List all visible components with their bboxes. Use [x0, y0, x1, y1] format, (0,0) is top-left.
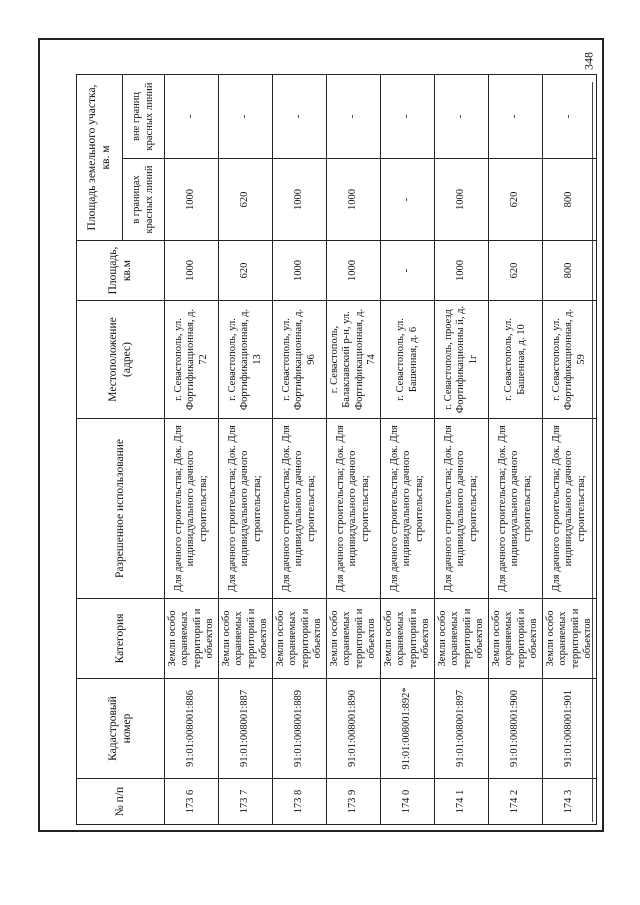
cell-usage: Для дачного строительства; Док. Для индивидуального дачного строительства;	[435, 419, 489, 599]
table-row	[165, 75, 219, 825]
cell-inside: 800	[543, 159, 597, 241]
header-outside-red-lines: вне границ красных линий	[123, 75, 165, 159]
table-row	[435, 75, 489, 825]
cell-num: 174 2	[489, 779, 543, 825]
cell-category: Земли особо охраняемых территорий и объектов	[219, 599, 273, 679]
cell-outside: -	[165, 75, 219, 159]
cell-num: 173 8	[273, 779, 327, 825]
cell-location: г. Севастополь, ул. Башенная, д. 10	[489, 301, 543, 419]
cell-inside: 1000	[165, 159, 219, 241]
cell-outside: -	[543, 75, 597, 159]
cell-num: 174 0	[381, 779, 435, 825]
cell-area: 1000	[327, 241, 381, 301]
cell-location: г. Севастополь, ул. Фортификационная, д. 59	[543, 301, 597, 419]
cell-inside: 1000	[435, 159, 489, 241]
cell-inside: 1000	[273, 159, 327, 241]
cell-outside: -	[435, 75, 489, 159]
table-row	[543, 75, 597, 825]
cell-inside: 620	[219, 159, 273, 241]
cell-cadastral: 91:01:008001:892*	[381, 679, 435, 779]
cell-outside: -	[219, 75, 273, 159]
cell-cadastral: 91:01:008001:886	[165, 679, 219, 779]
cell-num: 173 9	[327, 779, 381, 825]
cell-outside: -	[489, 75, 543, 159]
cell-category: Земли особо охраняемых территорий и объектов	[381, 599, 435, 679]
cell-cadastral: 91:01:008001:887	[219, 679, 273, 779]
header-cadastral: Кадастровый номер	[77, 679, 165, 779]
cell-usage: Для дачного строительства; Док. Для индивидуального дачного строительства;	[327, 419, 381, 599]
header-land-area: Площадь земельного участка, кв. м	[77, 75, 123, 241]
cell-cadastral: 91:01:008001:897	[435, 679, 489, 779]
cell-category: Земли особо охраняемых территорий и объектов	[489, 599, 543, 679]
cell-usage: Для дачного строительства; Док. Для индивидуального дачного строительства;	[219, 419, 273, 599]
cell-location: г. Севастополь, ул. Фортификационная, д. 96	[273, 301, 327, 419]
header-location: Местоположение (адрес)	[77, 301, 165, 419]
cell-cadastral: 91:01:008001:900	[489, 679, 543, 779]
cell-usage: Для дачного строительства; Док. Для индивидуального дачного строительства;	[381, 419, 435, 599]
cell-num: 173 6	[165, 779, 219, 825]
rotated-table-container	[76, 75, 593, 825]
cell-inside: 1000	[327, 159, 381, 241]
table-row	[489, 75, 543, 825]
cell-num: 173 7	[219, 779, 273, 825]
cell-cadastral: 91:01:008001:889	[273, 679, 327, 779]
cell-outside: -	[327, 75, 381, 159]
cell-area: 620	[489, 241, 543, 301]
table-row	[381, 75, 435, 825]
cell-usage: Для дачного строительства; Док. Для индивидуального дачного строительства;	[165, 419, 219, 599]
header-category: Категория	[77, 599, 165, 679]
page-number: 348	[581, 52, 596, 70]
cell-num: 174 1	[435, 779, 489, 825]
cell-category: Земли особо охраняемых территорий и объектов	[327, 599, 381, 679]
cell-category: Земли особо охраняемых территорий и объектов	[273, 599, 327, 679]
header-num: № п/п	[77, 779, 165, 825]
cell-category: Земли особо охраняемых территорий и объектов	[435, 599, 489, 679]
header-usage: Разрешенное использование	[77, 419, 165, 599]
cell-location: г. Севастополь, проезд Фортификационны й, д. 1г	[435, 301, 489, 419]
cell-area: 620	[219, 241, 273, 301]
cell-num: 174 3	[543, 779, 597, 825]
cell-inside: 620	[489, 159, 543, 241]
cell-outside: -	[381, 75, 435, 159]
cell-area: 800	[543, 241, 597, 301]
cell-cadastral: 91:01:008001:890	[327, 679, 381, 779]
cell-outside: -	[273, 75, 327, 159]
cell-area: -	[381, 241, 435, 301]
cell-usage: Для дачного строительства; Док. Для индивидуального дачного строительства;	[273, 419, 327, 599]
cell-location: г. Севастополь, ул. Фортификационная, д. 72	[165, 301, 219, 419]
cell-area: 1000	[165, 241, 219, 301]
cell-cadastral: 91:01:008001:901	[543, 679, 597, 779]
cell-category: Земли особо охраняемых территорий и объектов	[543, 599, 597, 679]
land-plots-table	[76, 74, 597, 825]
cell-area: 1000	[435, 241, 489, 301]
header-inside-red-lines: в границах красных линий	[123, 159, 165, 241]
cell-location: г. Севастополь, ул. Башенная, д. 6	[381, 301, 435, 419]
table-row	[219, 75, 273, 825]
cell-usage: Для дачного строительства; Док. Для индивидуального дачного строительства;	[543, 419, 597, 599]
table-row	[327, 75, 381, 825]
cell-usage: Для дачного строительства; Док. Для индивидуального дачного строительства;	[489, 419, 543, 599]
cell-inside: -	[381, 159, 435, 241]
table-row	[273, 75, 327, 825]
cell-area: 1000	[273, 241, 327, 301]
cell-location: г. Севастополь, ул. Фортификационная, д. 13	[219, 301, 273, 419]
cell-location: г. Севастополь, Балаклавский р-н, ул. Фортификационная, д. 74	[327, 301, 381, 419]
header-area: Площадь, кв.м	[77, 241, 165, 301]
cell-category: Земли особо охраняемых территорий и объектов	[165, 599, 219, 679]
